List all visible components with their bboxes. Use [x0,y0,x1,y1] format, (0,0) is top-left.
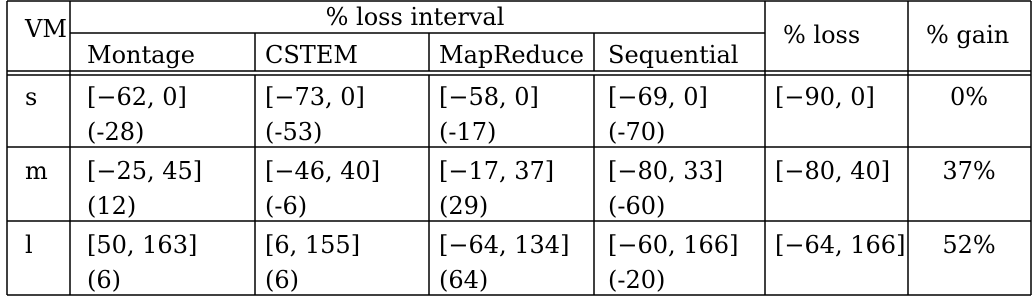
header-vm: VM [25,15,67,43]
row-m-montage-interval: [−25, 45] [87,157,203,185]
row-l-montage-interval: [50, 163] [87,231,198,259]
row-m-loss: [−80, 40] [775,157,891,185]
row-l-cstem-interval: [6, 155] [265,231,361,259]
row-s-sequential-interval: [−69, 0] [608,83,708,111]
row-l-loss: [−64, 166] [775,231,906,259]
row-s-gain: 0% [949,83,989,111]
row-s-cstem-interval: [−73, 0] [265,83,365,111]
row-m-montage-value: (12) [87,192,137,220]
header-cstem: CSTEM [265,41,358,69]
row-l-mapreduce-interval: [−64, 134] [439,231,570,259]
row-m-gain: 37% [942,157,996,185]
header-gain: % gain [926,21,1010,49]
row-m-sequential-interval: [−80, 33] [608,157,724,185]
row-m-mapreduce-value: (29) [439,192,489,220]
row-l-montage-value: (6) [87,266,121,294]
header-mapreduce: MapReduce [439,41,584,69]
row-m-mapreduce-interval: [−17, 37] [439,157,555,185]
row-l-sequential-interval: [−60, 166] [608,231,739,259]
row-s-vm: s [25,83,38,111]
row-l-cstem-value: (6) [265,266,299,294]
row-s-montage-value: (-28) [87,118,145,146]
row-s-montage-interval: [−62, 0] [87,83,187,111]
row-m-cstem-interval: [−46, 40] [265,157,381,185]
row-s-cstem-value: (-53) [265,118,323,146]
row-l-gain: 52% [942,231,996,259]
row-l-sequential-value: (-20) [608,266,666,294]
row-m-vm: m [25,157,48,185]
header-interval-group: % loss interval [325,3,505,31]
row-s-mapreduce-value: (-17) [439,118,497,146]
row-s-mapreduce-interval: [−58, 0] [439,83,539,111]
header-sequential: Sequential [608,41,739,69]
row-l-mapreduce-value: (64) [439,266,489,294]
row-m-sequential-value: (-60) [608,192,666,220]
row-m-cstem-value: (-6) [265,192,308,220]
header-montage: Montage [87,41,195,69]
row-s-loss: [−90, 0] [775,83,875,111]
row-l-vm: l [25,231,33,259]
header-loss: % loss [783,21,861,49]
row-s-sequential-value: (-70) [608,118,666,146]
